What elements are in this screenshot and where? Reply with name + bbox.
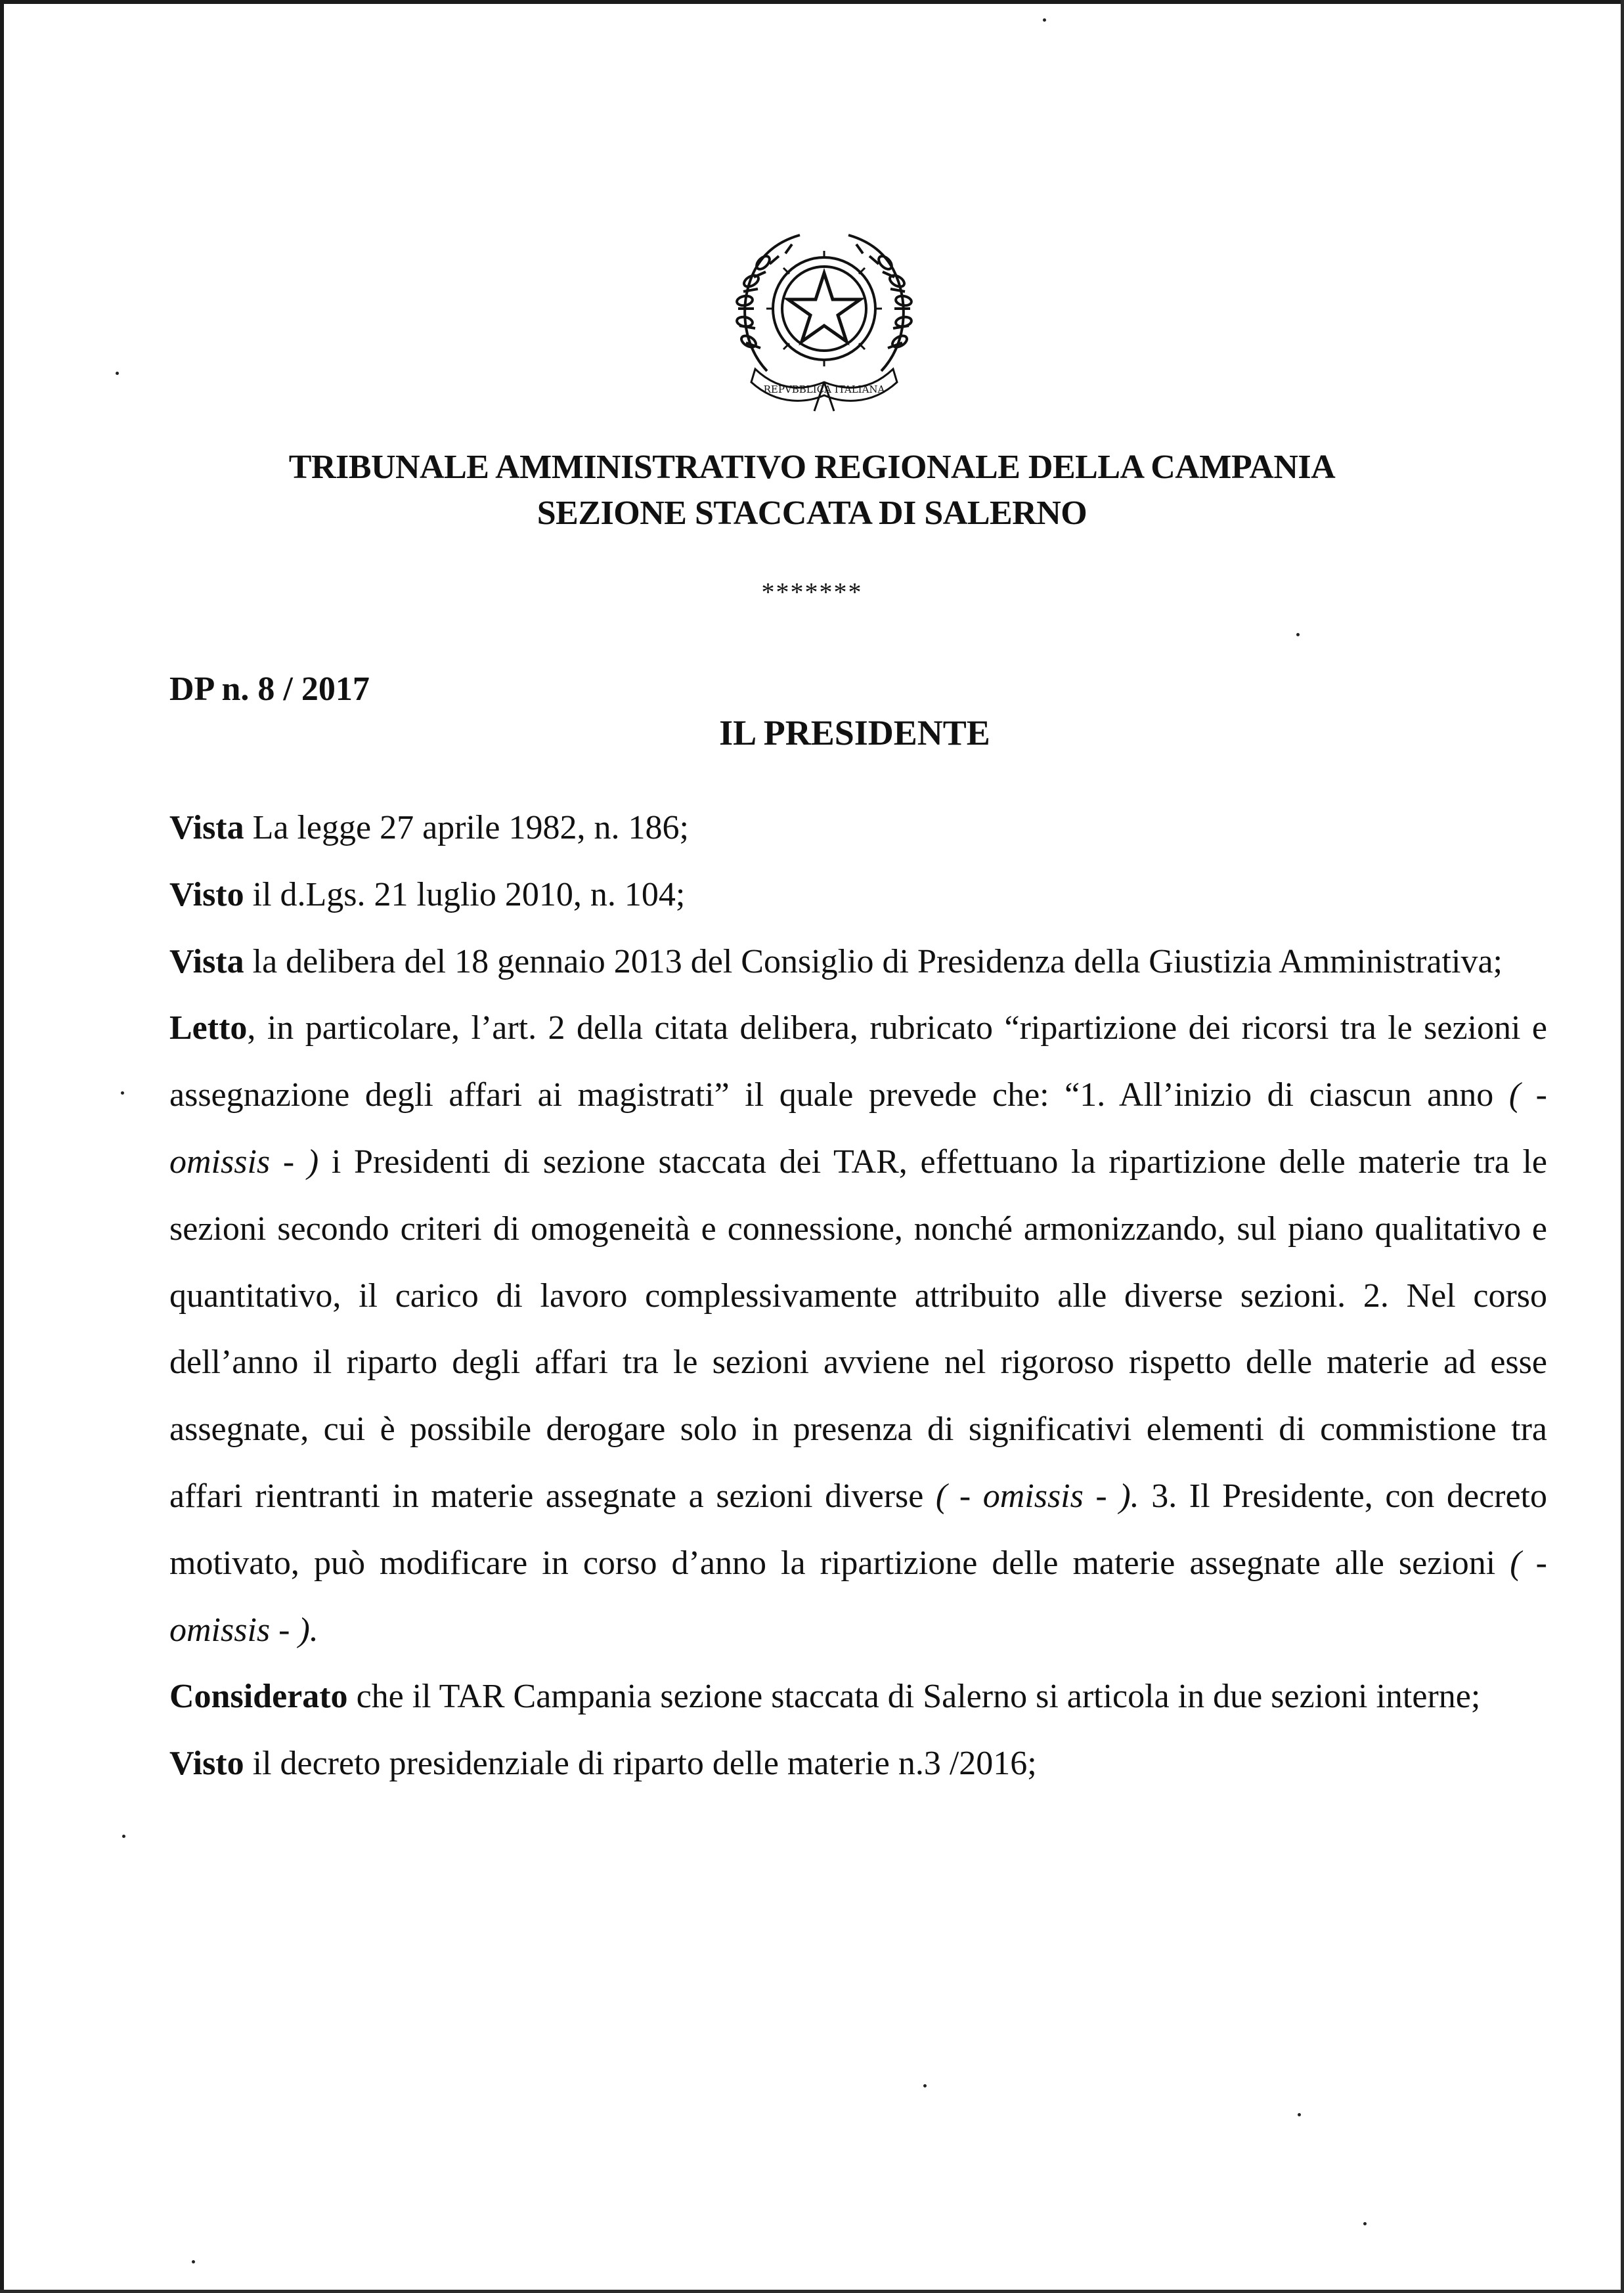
paragraph-text: il decreto presidenziale di riparto delle materie n.3 /2016;	[244, 1745, 1037, 1783]
scan-speck	[116, 372, 119, 375]
paragraph-lead: Letto	[169, 1009, 248, 1047]
scan-border-bottom	[0, 2290, 1624, 2293]
omissis-marker: ( - omissis - )	[169, 1076, 1548, 1181]
paragraph-lead: Considerato	[169, 1678, 348, 1716]
paragraph-visto-decreto	[169, 1730, 1547, 1797]
omissis-marker: ( - omissis - ).	[169, 1544, 1547, 1649]
repubblica-italiana-emblem-icon	[729, 217, 919, 414]
paragraph-text: 3. Il Presidente, con decreto motivato, può modificare in corso d’anno la ripartizione delle materie assegnate alle sezioni	[169, 1477, 1547, 1582]
paragraph-text: il d.Lgs. 21 luglio 2010, n. 104;	[244, 875, 686, 913]
scan-speck	[923, 2084, 927, 2087]
omissis-marker: ( - omissis - ).	[935, 1477, 1139, 1515]
paragraph-lead: Visto	[169, 875, 244, 913]
decree-number: DP n. 8 / 2017	[169, 670, 370, 708]
separator: *******	[761, 577, 863, 607]
scan-border-top	[0, 0, 1624, 4]
decree-body	[169, 795, 1547, 1797]
scan-speck	[122, 1835, 125, 1838]
issuer-title: IL PRESIDENTE	[719, 713, 990, 753]
paragraph-text: la delibera del 18 gennaio 2013 del Consiglio di Presidenza della Giustizia Amministrativa;	[244, 942, 1503, 980]
paragraph-text: , in particolare, l’art. 2 della citata delibera, rubricato “ripartizione dei ricorsi tra le sezioni e assegnazione degli affari ai magistrati” il quale prevede che: “1. All’inizio di ciascun anno	[169, 1009, 1547, 1114]
paragraph-lead: Vista	[169, 942, 244, 980]
emblem-ribbon-text: REPVBBLICA ITALIANA	[763, 383, 885, 395]
court-name: TRIBUNALE AMMINISTRATIVO REGIONALE DELLA CAMPANIA	[288, 448, 1336, 486]
scan-speck	[1296, 633, 1300, 636]
paragraph-lead: Visto	[169, 1745, 244, 1783]
paragraph-vista-legge	[169, 795, 1547, 862]
scan-speck	[1043, 18, 1046, 22]
paragraph-considerato	[169, 1663, 1547, 1730]
paragraph-text: che il TAR Campania sezione staccata di Salerno si articola in due sezioni interne;	[347, 1678, 1481, 1716]
paragraph-visto-dlgs	[169, 862, 1547, 928]
scan-speck	[1298, 2113, 1301, 2116]
paragraph-lead: Vista	[169, 809, 244, 846]
scan-speck	[121, 1091, 124, 1095]
scan-speck	[1363, 2222, 1367, 2225]
scan-speck	[192, 2260, 195, 2263]
paragraph-text: La legge 27 aprile 1982, n. 186;	[244, 809, 689, 846]
section-name: SEZIONE STACCATA DI SALERNO	[537, 494, 1087, 532]
paragraph-text: i Presidenti di sezione staccata dei TAR, effettuano la ripartizione delle materie tra le sezioni secondo criteri di omogeneità e connessione, nonché armonizzando, sul piano qualitativo e quantitativo, il carico di lavoro complessivamente attribuito alle diverse sezioni. 2. Nel corso dell’anno il riparto degli affari tra le sezioni avviene nel rigoroso rispetto delle materie ad esse assegnate, cui è possibile derogare solo in presenza di significativi elementi di commistione tra affari rientranti in materie assegnate a sezioni diverse	[169, 1143, 1547, 1515]
paragraph-vista-delibera	[169, 928, 1547, 995]
paragraph-letto-art2	[169, 995, 1547, 1663]
scan-border-left	[0, 0, 4, 2293]
scan-border-right	[1621, 0, 1624, 2293]
